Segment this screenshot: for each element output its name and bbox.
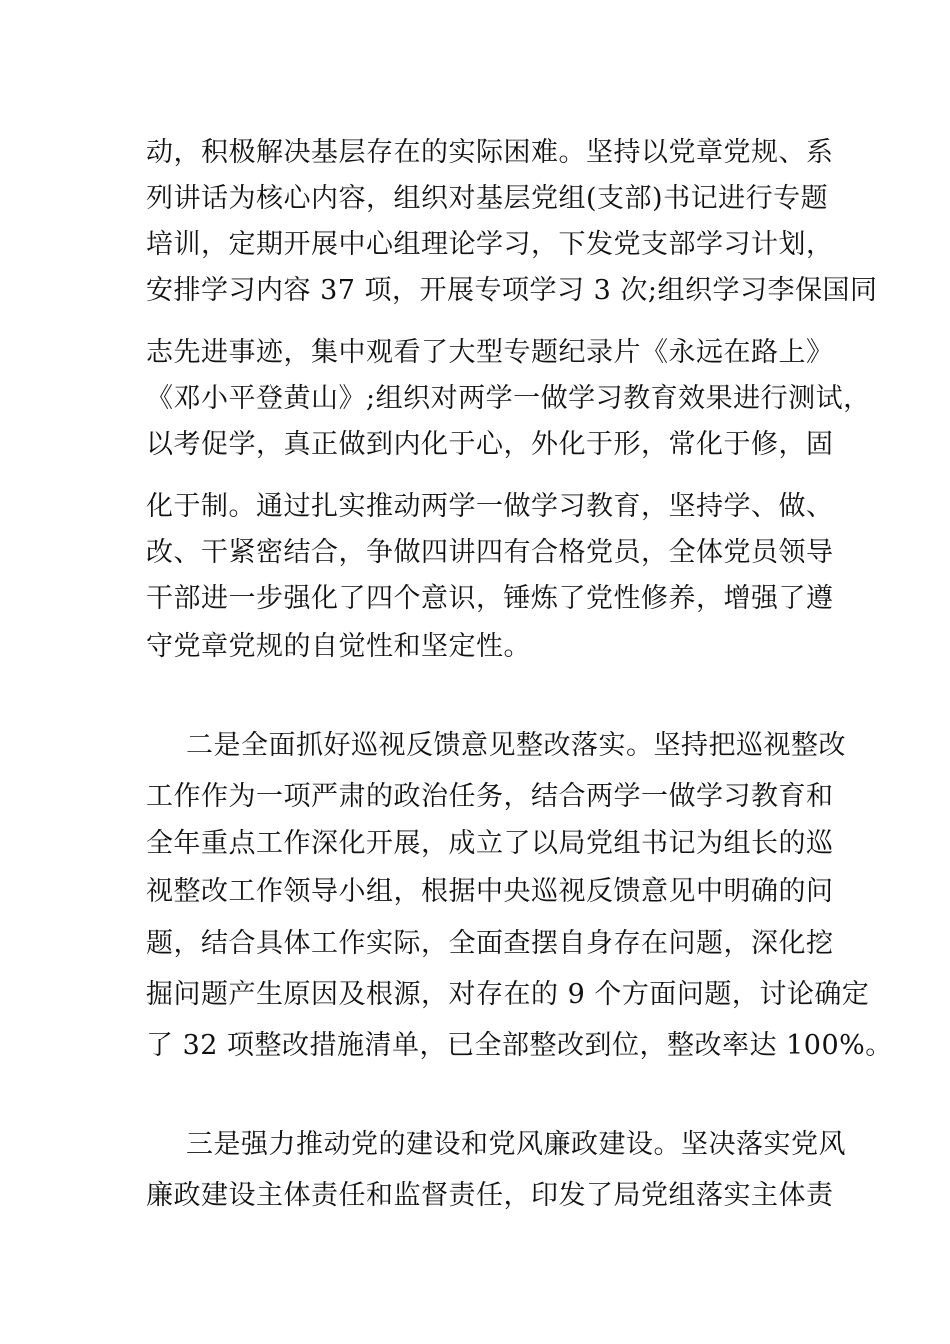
- text-line: 三是强力推动党的建设和党风廉政建设。坚决落实党风: [186, 1129, 846, 1160]
- text-line: 列讲话为核心内容，组织对基层党组(支部)书记进行专题: [146, 183, 829, 214]
- text-line: 全年重点工作深化开展，成立了以局党组书记为组长的巡: [146, 828, 834, 859]
- text-line: 动，积极解决基层存在的实际困难。坚持以党章党规、系: [146, 137, 834, 168]
- text-line: 守党章党规的自觉性和坚定性。: [146, 631, 531, 662]
- text-line: 培训，定期开展中心组理论学习，下发党支部学习计划，: [146, 229, 834, 260]
- text-line: 廉政建设主体责任和监督责任，印发了局党组落实主体责: [146, 1180, 834, 1211]
- text-line: 题，结合具体工作实际，全面查摆自身存在问题，深化挖: [146, 928, 834, 959]
- text-line: 干部进一步强化了四个意识，锤炼了党性修养，增强了遵: [146, 583, 834, 614]
- text-line: 了 32 项整改措施清单，已全部整改到位，整改率达 100%。: [146, 1030, 893, 1061]
- text-line: 视整改工作领导小组，根据中央巡视反馈意见中明确的问: [146, 876, 834, 907]
- text-line: 以考促学，真正做到内化于心，外化于形，常化于修，固: [146, 429, 834, 460]
- text-line: 化于制。通过扎实推动两学一做学习教育，坚持学、做、: [146, 491, 834, 522]
- text-line: 工作作为一项严肃的政治任务，结合两学一做学习教育和: [146, 781, 834, 812]
- text-line: 二是全面抓好巡视反馈意见整改落实。坚持把巡视整改: [186, 730, 846, 761]
- text-line: 改、干紧密结合，争做四讲四有合格党员，全体党员领导: [146, 537, 834, 568]
- text-line: 安排学习内容 37 项，开展专项学习 3 次;组织学习李保国同: [146, 275, 878, 306]
- text-line: 《邓小平登黄山》;组织对两学一做学习教育效果进行测试，: [146, 383, 871, 414]
- text-line: 志先进事迹，集中观看了大型专题纪录片《永远在路上》: [146, 337, 834, 368]
- text-line: 掘问题产生原因及根源，对存在的 9 个方面问题，讨论确定: [146, 979, 870, 1010]
